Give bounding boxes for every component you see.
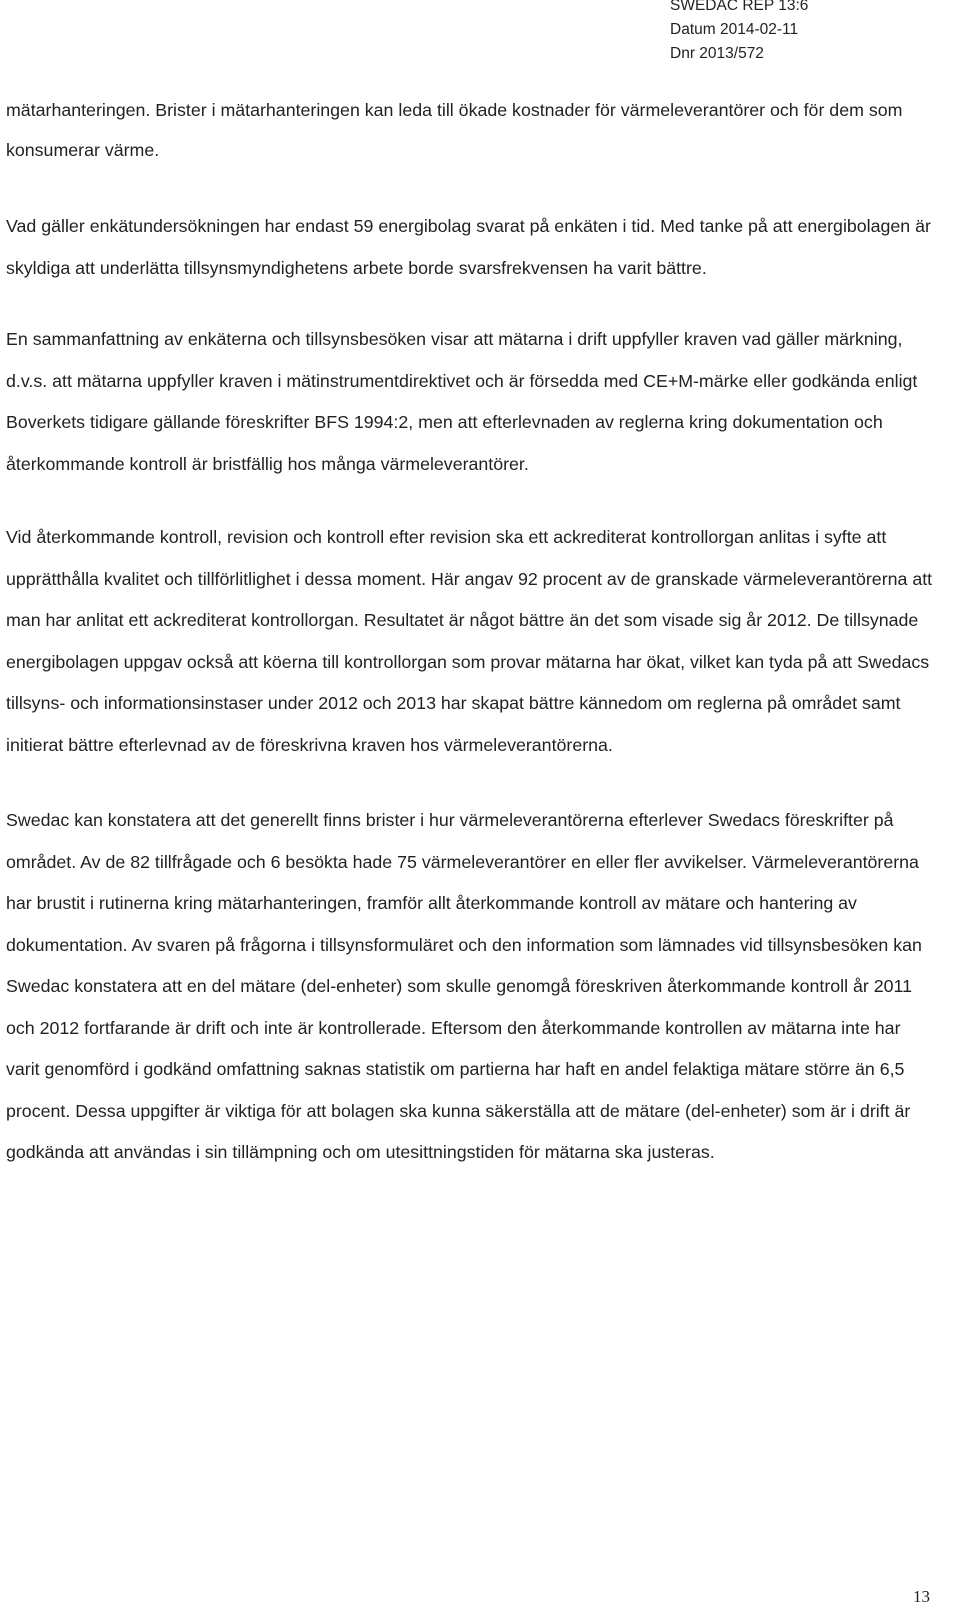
report-dnr: Dnr 2013/572 [670, 45, 764, 62]
page-number: 13 [913, 1587, 930, 1606]
paragraph-2: Vad gäller enkätundersökningen har endast 59 energibolag svarat på enkäten i tid. Med tanke på att energibolagen är skyldiga att underlätta tillsynsmyndighetens arbete borde svarsfrekvensen ha varit bättre. [6, 216, 931, 278]
paragraph-3: En sammanfattning av enkäterna och tillsynsbesöken visar att mätarna i drift uppfyller kraven vad gäller märkning, d.v.s. att mätarna uppfyller kraven i mätinstrumentdirektivet och är försedda med CE+M-märke eller godkända enligt Boverkets tidigare gällande föreskrifter BFS 1994:2, men att efterlevnaden av reglerna kring dokumentation och återkommande kontroll är bristfällig hos många värmeleverantörer. [6, 329, 918, 474]
paragraph-5: Swedac kan konstatera att det generellt finns brister i hur värmeleverantörerna efterlever Swedacs föreskrifter på området. Av de 82 tillfrågade och 6 besökta hade 75 värmeleverantörer en eller fler avvikelser. Värmeleverantörerna har brustit i rutinerna kring mätarhanteringen, framför allt återkommande kontroll av mätare och hantering av dokumentation. Av svaren på frågorna i tillsynsformuläret och den information som lämnades vid tillsynsbesöken kan Swedac konstatera att en del mätare (del-enheter) som skulle genomgå föreskriven återkommande kontroll år 2011 och 2012 fortfarande är drift och inte är kontrollerade. Eftersom den återkommande kontrollen av mätarna inte har varit genomförd i godkänd omfattning saknas statistik om partierna har haft en andel felaktiga mätare större än 6,5 procent. Dessa uppgifter är viktiga för att bolagen ska kunna säkerställa att de mätare (del-enheter) som är i drift är godkända att användas i sin tillämpning och om utesittningstiden för mätarna ska justeras. [6, 810, 922, 1162]
document-body [6, 90, 936, 1174]
report-id: SWEDAC REP 13:6 [670, 0, 809, 14]
page-header [670, 0, 950, 66]
paragraph-4: Vid återkommande kontroll, revision och kontroll efter revision ska ett ackrediterat kontrollorgan anlitas i syfte att upprätthålla kvalitet och tillförlitlighet i dessa moment. Här angav 92 procent av de granskade värmeleverantörerna att man har anlitat ett ackrediterat kontrollorgan. Resultatet är något bättre än det som visade sig år 2012. De tillsynade energibolagen uppgav också att köerna till kontrollorgan som provar mätarna har ökat, vilket kan tyda på att Swedacs tillsyns- och informationsinstaser under 2012 och 2013 har skapat bättre kännedom om reglerna på området samt initierat bättre efterlevnad av de föreskrivna kraven hos värmeleverantörerna. [6, 527, 933, 755]
report-date: Datum 2014-02-11 [670, 21, 799, 38]
paragraph-1: mätarhanteringen. Brister i mätarhanteringen kan leda till ökade kostnader för värmeleverantörer och för dem som konsumerar värme. [6, 100, 903, 160]
